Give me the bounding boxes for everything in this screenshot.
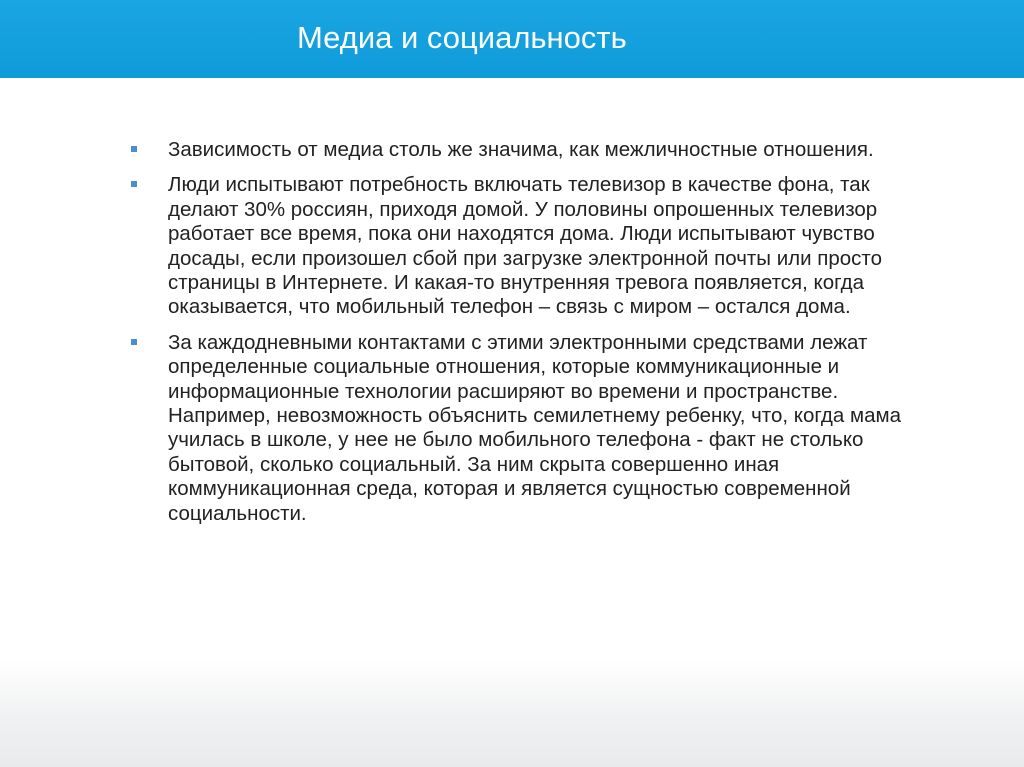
bullet-item: [128, 173, 908, 319]
square-bullet-icon: [131, 181, 137, 187]
bullet-text: За каждодневными контактами с этими электронными средствами лежат определенные социальные отношения, которые коммуникационные и информационные технологии расширяют во времени и пространстве. Например, невозможность объяснить семилетнему ребенку, что, когда мама училась в школе, у нее не было мобильного телефона - факт не столько бытовой, сколько социальный. За ним скрыта совершенно иная коммуникационная среда, которая и является сущностью современной социальности.: [168, 330, 901, 525]
title-bar: [0, 0, 1024, 78]
square-bullet-icon: [131, 339, 137, 345]
bullet-list: [128, 138, 908, 537]
slide-title: Медиа и социальность: [297, 20, 627, 55]
bullet-text: Люди испытывают потребность включать телевизор в качестве фона, так делают 30% россиян, приходя домой. У половины опрошенных телевизор работает все время, пока они находятся дома. Люди испытывают чувство досады, если произошел сбой при загрузке электронной почты или просто страницы в Интернете. И какая-то внутренняя тревога появляется, когда оказывается, что мобильный телефон – связь с миром – остался дома.: [168, 173, 882, 319]
bullet-item: [128, 138, 908, 162]
bullet-text: Зависимость от медиа столь же значима, как межличностные отношения.: [168, 138, 874, 161]
square-bullet-icon: [131, 146, 137, 152]
bullet-item: [128, 331, 908, 526]
